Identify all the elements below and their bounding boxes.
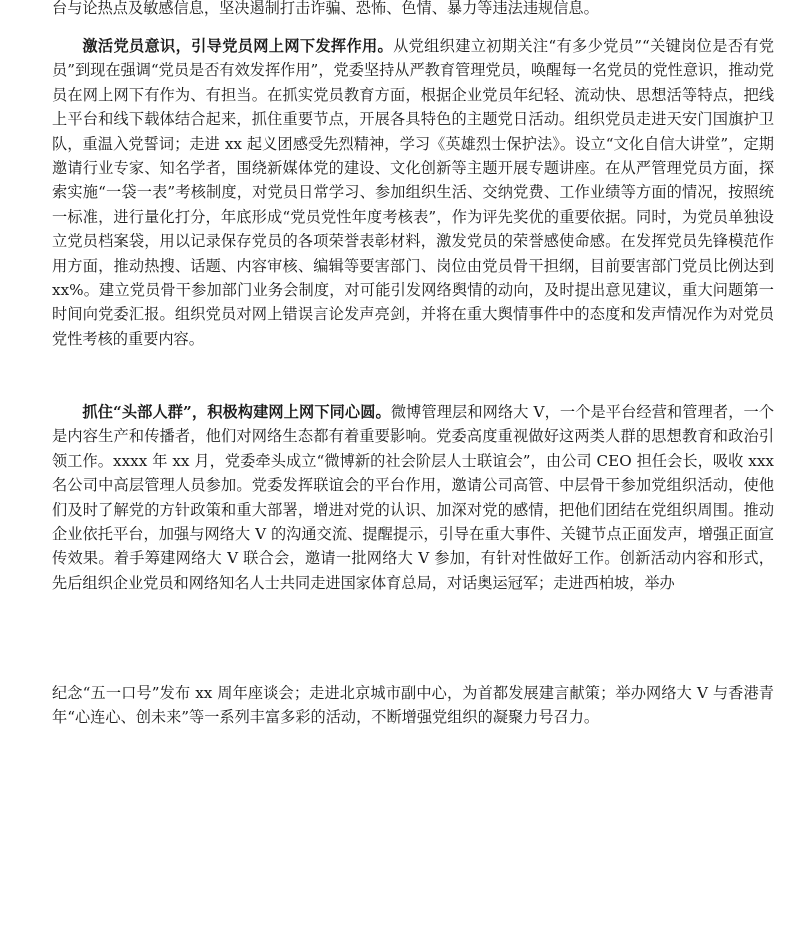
paragraph-heading: 抓住“头部人群”，积极构建网上网下同心圆。 (82, 403, 391, 421)
paragraph-continuation (52, 0, 774, 20)
paragraph-text: 微博管理层和网络大 V，一个是平台经营和管理者，一个是内容生产和传播者，他们对网络生态都有着重要影响。党委高度重视做好这两类人群的思想教育和政治引领工作。xxxx 年 xx 月，党委牵头成立“微博新的社会阶层人士联谊会”，由公司 CEO 担任会长，吸收 xxx 名公司中高层管理人员参加。党委发挥联谊会的平台作用，邀请公司高管、中层骨干参加党组织活动，使他们及时了解党的方针政策和重大部署，增进对党的认识、加深对党的感情，把他们团结在党组织周围。推动企业依托平台，加强与网络大 V 的沟通交流、提醒提示，引导在重大事件、关键节点正面发声，增强正面宣传效果。着手筹建网络大 V 联合会，邀请一批网络大 V 参加，有针对性做好工作。创新活动内容和形式，先后组织企业党员和网络知名人士共同走进国家体育总局，对话奥运冠军；走进西柏坡，举办 (52, 403, 775, 592)
paragraph-head-crowd (52, 400, 774, 595)
paragraph-party-member-awareness (52, 34, 774, 351)
paragraph-text: 纪念“五一口号”发布 xx 周年座谈会；走进北京城市副中心，为首都发展建言献策；举办网络大 V 与香港青年“心连心、创未来”等一系列丰富多彩的活动，不断增强党组织的凝聚力号召力。 (52, 684, 774, 727)
paragraph-text: 从党组织建立初期关注“有多少党员”“关键岗位是否有党员”到现在强调“党员是否有效发挥作用”，党委坚持从严教育管理党员，唤醒每一名党员的党性意识，推动党员在网上网下有作为、有担当。在抓实党员教育方面，根据企业党员年纪轻、流动快、思想活等特点，把线上平台和线下载体结合起来，抓住重要节点，开展各具特色的主题党日活动。组织党员走进天安门国旗护卫队，重温入党誓词；走进 xx 起义团感受先烈精神，学习《英雄烈士保护法》。设立“文化自信大讲堂”，定期邀请行业专家、知名学者，围绕新媒体党的建设、文化创新等主题开展专题讲座。在从严管理党员方面，探索实施“一袋一表”考核制度，对党员日常学习、参加组织生活、交纳党费、工作业绩等方面的情况，按照统一标准，进行量化打分，年底形成“党员党性年度考核表”，作为评先奖优的重要依据。同时，为党员单独设立党员档案袋，用以记录保存党员的各项荣誉表彰材料，激发党员的荣誉感使命感。在发挥党员先锋模范作用方面，推动热搜、话题、内容审核、编辑等要害部门、岗位由党员骨干担纲，目前要害部门党员比例达到 xx%。建立党员骨干参加部门业务会制度，对可能引发网络舆情的动向，及时提出意见建议，重大问题第一时间向党委汇报。组织党员对网上错误言论发声亮剑，并将在重大舆情事件中的态度和发声情况作为对党员党性考核的重要内容。 (52, 37, 775, 348)
paragraph-heading: 激活党员意识，引导党员网上网下发挥作用。 (82, 37, 394, 55)
paragraph-continuation-next-page (52, 681, 774, 730)
paragraph-text: 台与论热点及敏感信息，坚决遏制打击诈骗、恐怖、色情、暴力等违法违规信息。 (52, 0, 599, 17)
